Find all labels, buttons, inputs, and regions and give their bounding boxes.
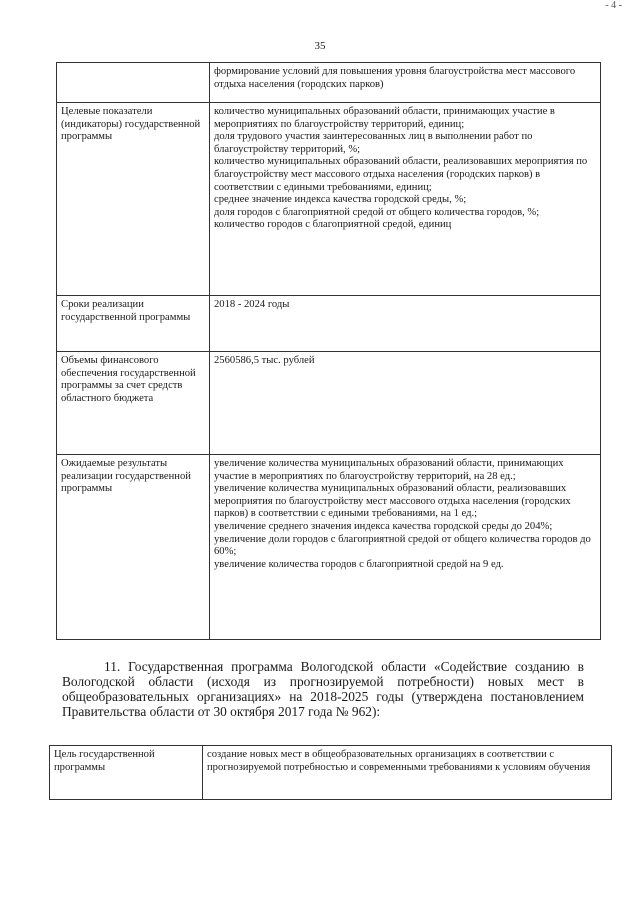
content-line: среднее значение индекса качества городской среды, %; <box>214 194 467 206</box>
content-line: создание новых мест в общеобразовательных организациях в соответствии с прогнозируемой потребностью и современными требованиями к условиям обучения <box>207 749 591 773</box>
content-line: увеличение доли городов с благоприятной средой от общего количества городов до 60%; <box>214 533 591 558</box>
content-line: доля городов с благоприятной средой от общего количества городов, %; <box>214 206 540 218</box>
table-row <box>57 63 601 103</box>
table-row <box>57 103 601 296</box>
program-goal-table <box>49 745 612 800</box>
row-content <box>210 352 601 455</box>
row-content <box>210 103 601 296</box>
content-line: увеличение количества муниципальных образований области, реализовавших мероприятия по благоустройству мест массового отдыха населения (городских парков) в соответствии с едиными требованиями, на 1 ед.; <box>214 483 571 520</box>
row-label: Объемы финансового обеспечения государственной программы за счет средств областного бюджета <box>57 352 210 455</box>
content-line: увеличение количества городов с благоприятной средой на 9 ед. <box>214 558 504 570</box>
row-content <box>210 455 601 640</box>
table-row <box>57 455 601 640</box>
content-line: доля трудового участия заинтересованных лиц в выполнении работ по благоустройству территорий, %; <box>214 131 533 155</box>
content-line: увеличение количества муниципальных образований области, принимающих участие в мероприятиях по благоустройству территорий, на 28 ед.; <box>214 458 564 482</box>
table-row <box>57 352 601 455</box>
content-line: увеличение среднего значения индекса качества городской среды до 204%; <box>214 520 553 532</box>
table-row <box>50 746 612 800</box>
program-passport-table <box>56 62 601 640</box>
content-line: количество муниципальных образований области, принимающих участие в мероприятиях по благоустройству территорий, единиц; <box>214 106 555 130</box>
row-label: Цель государственной программы <box>50 746 203 800</box>
content-line: 2560586,5 тыс. рублей <box>214 355 315 366</box>
row-content <box>210 296 601 352</box>
content-line: 2018 - 2024 годы <box>214 299 290 310</box>
content-line: формирование условий для повышения уровня благоустройства мест массового отдыха населения (городских парков) <box>214 66 576 90</box>
row-label: Целевые показатели (индикаторы) государственной программы <box>57 103 210 296</box>
corner-mark: - 4 - <box>605 0 622 11</box>
section-heading: 11. Государственная программа Вологодской области «Содействие созданию в Вологодской области (исходя из прогнозируемой потребности) новых мест в общеобразовательных организациях» на 2018-2025 годы (утверждена постановлением Правительства области от 30 октября 2017 года № 962): <box>62 659 584 719</box>
row-label: Ожидаемые результаты реализации государственной программы <box>57 455 210 640</box>
row-label <box>57 63 210 103</box>
row-label: Сроки реализации государственной программы <box>57 296 210 352</box>
row-content <box>203 746 612 800</box>
page-number: 35 <box>314 40 326 52</box>
content-line: количество муниципальных образований области, реализовавших мероприятия по благоустройству мест массового отдыха населения (городских парков) в соответствии с едиными требованиями, единиц; <box>214 156 588 193</box>
content-line: количество городов с благоприятной средой, единиц <box>214 219 452 231</box>
row-content <box>210 63 601 103</box>
table-row <box>57 296 601 352</box>
